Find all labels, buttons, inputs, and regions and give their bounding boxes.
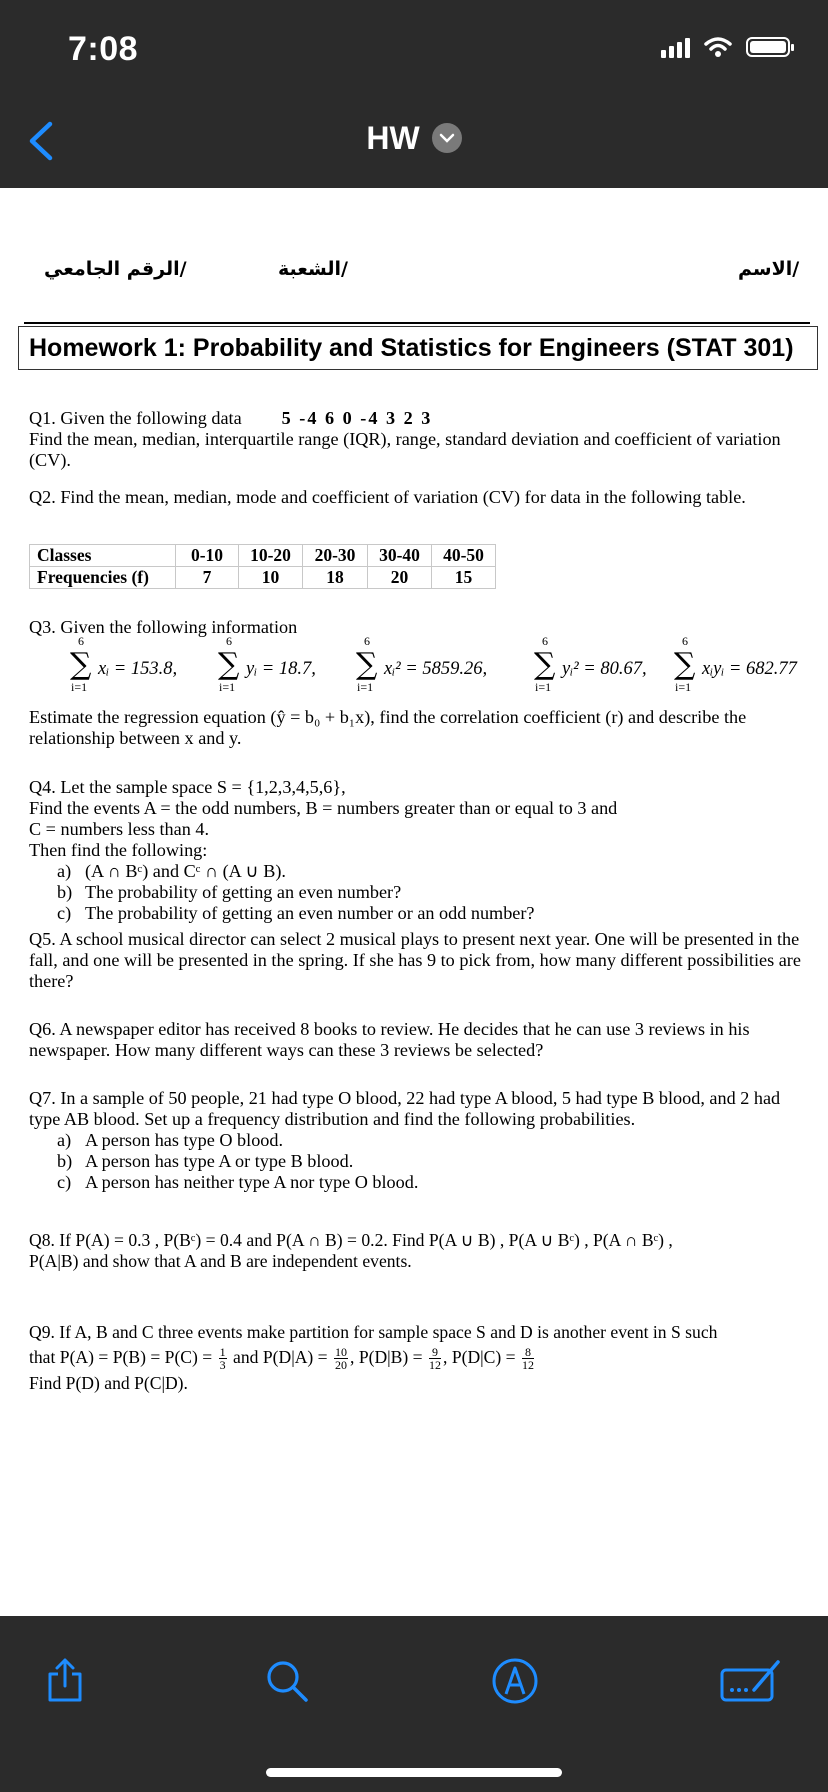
- homework-title: Homework 1: Probability and Statistics for Engineers (STAT 301): [18, 326, 818, 370]
- q4-items: [29, 861, 809, 924]
- fraction: $\frac{10}{20}$: [335, 1345, 348, 1373]
- question-5: [29, 929, 809, 992]
- q8-line: Q8. If P(A) = 0.3 , P(Bᶜ) = 0.4 and P(A ∩ B) = 0.2. Find P(A ∪ B) , P(A ∪ Bᶜ) , P(A ∩ Bᶜ) ,: [29, 1230, 673, 1250]
- bottom-toolbar: [0, 1616, 828, 1792]
- q2-text: Q2. Find the mean, median, mode and coefficient of variation (CV) for data in the following table.: [29, 487, 746, 507]
- list-item: c) A person has neither type A nor type O blood.: [57, 1172, 419, 1192]
- table-cell: 7: [176, 567, 239, 589]
- summation-row: 6 ∑ i=1 xᵢ = 153.8, 6 ∑ i=1 yᵢ = 18.7, 6 ∑ i=1 xᵢ² = 5859.26, 6 ∑ i=1 yᵢ² = 80.67, 6 ∑ i=1 xᵢyᵢ = 682.77: [70, 634, 797, 694]
- question-1: [29, 408, 809, 471]
- status-icons: [661, 36, 790, 58]
- table-cell: 18: [303, 567, 368, 589]
- status-time: 7:08: [68, 30, 139, 68]
- table-cell: 40-50: [432, 545, 496, 567]
- frequency-table: [29, 544, 496, 589]
- sigma-icon: ∑: [218, 647, 240, 682]
- q3-body-block: [29, 707, 809, 749]
- student-info-row: [0, 258, 828, 298]
- signal-icon: [661, 36, 690, 58]
- top-bar: [0, 0, 828, 188]
- sigma-icon: ∑: [674, 647, 696, 682]
- q1-lead: Q1. Given the following data: [29, 408, 242, 428]
- q4-line: Find the events A = the odd numbers, B = numbers greater than or equal to 3 and: [29, 798, 618, 818]
- table-cell: 10: [239, 567, 303, 589]
- table-header-cell: Frequencies (f): [30, 567, 176, 589]
- table-row: [30, 567, 496, 589]
- question-6: [29, 1019, 809, 1061]
- fraction: $\frac{9}{12}$: [429, 1345, 442, 1373]
- q8-line: P(A|B) and show that A and B are independent events.: [29, 1251, 412, 1271]
- list-item: c) The probability of getting an even number or an odd number?: [57, 903, 535, 923]
- question-9: [29, 1320, 809, 1396]
- document-page: [0, 190, 828, 1615]
- q6-text: Q6. A newspaper editor has received 8 books to review. He decides that he can use 3 reviews in his newspaper. How many different ways can these 3 reviews be selected?: [29, 1019, 750, 1060]
- question-4: [29, 777, 809, 924]
- section-label: الشعبة/: [278, 258, 348, 280]
- share-icon[interactable]: [40, 1656, 90, 1706]
- battery-icon: [746, 37, 790, 57]
- fraction: $\frac{1}{3}$: [219, 1345, 226, 1373]
- q3-text: Q3. Given the following information: [29, 617, 298, 637]
- document-title: HW: [366, 120, 420, 156]
- list-item: a) A person has type O blood.: [57, 1130, 284, 1150]
- q1-body: Find the mean, median, interquartile range (IQR), range, standard deviation and coefficient of variation (CV).: [29, 429, 781, 470]
- list-item: b) The probability of getting an even number?: [57, 882, 402, 902]
- name-label: الاسم/: [738, 258, 800, 280]
- table-cell: 10-20: [239, 545, 303, 567]
- q4-line: C = numbers less than 4.: [29, 819, 209, 839]
- q1-data: 5 -4 6 0 -4 3 2 3: [281, 408, 433, 428]
- question-2: [29, 487, 809, 508]
- question-8: [29, 1230, 809, 1272]
- q4-line: Q4. Let the sample space S = {1,2,3,4,5,6},: [29, 777, 346, 797]
- student-id-label: الرقم الجامعي/: [44, 258, 187, 280]
- list-item: a) (A ∩ Bᶜ) and Cᶜ ∩ (A ∪ B).: [57, 861, 286, 881]
- table-cell: 15: [432, 567, 496, 589]
- sigma-icon: ∑: [356, 647, 378, 682]
- sigma-icon: ∑: [70, 647, 92, 682]
- table-row: [30, 545, 496, 567]
- list-item: b) A person has type A or type B blood.: [57, 1151, 354, 1171]
- q9-line: Q9. If A, B and C three events make partition for sample space S and D is another event in S such: [29, 1322, 718, 1342]
- chevron-down-icon[interactable]: [432, 123, 462, 153]
- table-header-cell: Classes: [30, 545, 176, 567]
- sigma-icon: ∑: [534, 647, 556, 682]
- divider: [24, 322, 810, 324]
- q7-text: Q7. In a sample of 50 people, 21 had type O blood, 22 had type A blood, 5 had type B blood, and 2 had type AB blood. Set up a frequency distribution and find the following probabilities.: [29, 1088, 781, 1129]
- table-cell: 30-40: [368, 545, 432, 567]
- q9-line2: that P(A) = P(B) = P(C) = $\frac{1}{3}$ and P(D|A) = $\frac{10}{20}$ , P(D|B) = $\frac{9}{12}$ , P(D|C) = $\frac{8}{12}$: [29, 1345, 535, 1373]
- q5-text: Q5. A school musical director can select 2 musical plays to present next year. One will be presented in the fall, and one will be presented in the spring. If she has 9 to pick from, how many different possibilities are there?: [29, 929, 801, 991]
- q4-line: Then find the following:: [29, 840, 208, 860]
- fraction: $\frac{8}{12}$: [522, 1345, 535, 1373]
- keyboard-pen-icon[interactable]: [718, 1656, 784, 1706]
- wifi-icon: [704, 36, 732, 58]
- q7-items: [29, 1130, 809, 1193]
- q9-line: Find P(D) and P(C|D).: [29, 1373, 188, 1394]
- question-3: [29, 617, 809, 638]
- table-cell: 20: [368, 567, 432, 589]
- markup-icon[interactable]: [490, 1656, 540, 1706]
- search-icon[interactable]: [262, 1656, 312, 1706]
- q3-body: Estimate the regression equation (ŷ = b₀ + b₁x), find the correlation coefficient (r) and describe the relationship between x and y.: [29, 707, 747, 748]
- home-indicator[interactable]: [266, 1768, 562, 1777]
- table-cell: 20-30: [303, 545, 368, 567]
- question-7: [29, 1088, 809, 1193]
- table-cell: 0-10: [176, 545, 239, 567]
- document-title-menu[interactable]: [0, 120, 828, 157]
